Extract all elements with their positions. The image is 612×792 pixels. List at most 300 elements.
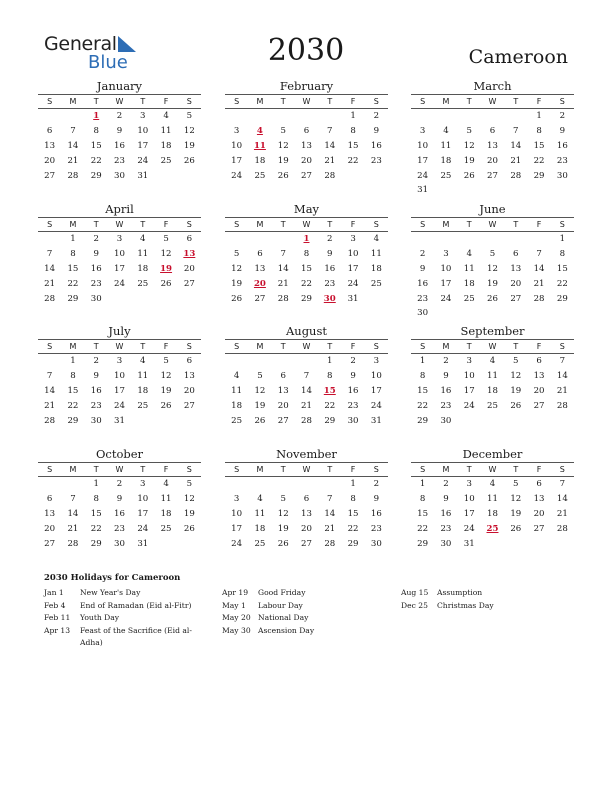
day-cell: 10 [440,263,452,274]
month-name: May [293,202,320,216]
day-cell: 13 [254,263,266,274]
month-name: February [279,79,334,93]
day-cell: 22 [347,523,359,534]
weekday-label: S [373,465,379,474]
weekday-label: T [466,97,472,106]
holiday-date: Apr 13 [44,625,71,635]
day-cell: 23 [417,293,429,304]
weekday-label: T [327,342,333,351]
empty-day-cell [61,477,84,492]
empty-day-cell [38,477,61,492]
day-cell: 16 [324,263,336,274]
holiday-date: Feb 11 [44,613,71,623]
day-cell: 10 [463,370,475,381]
weekday-label: T [280,97,286,106]
weekday-label: T [93,342,99,351]
empty-day-cell [434,109,457,124]
weekday-label: T [513,97,519,106]
day-cell: 10 [114,370,125,381]
day-cell: 30 [347,415,359,426]
day-cell: 11 [137,370,149,381]
day-cell: 7 [70,125,76,136]
day-cell: 6 [280,370,286,381]
day-cell: 10 [137,493,149,504]
weekday-label: S [186,220,192,229]
day-cell: 13 [533,493,545,504]
day-cell: 19 [183,508,195,519]
day-cell: 15 [417,385,429,396]
weekday-label: W [115,220,124,229]
weekday-label: T [513,465,519,474]
day-cell: 16 [114,140,125,151]
day-cell: 22 [556,278,568,289]
holiday-item [222,612,392,625]
day-cell: 14 [277,263,289,274]
day-cell: 29 [90,170,102,181]
weekday-label: T [93,220,99,229]
holiday-item [222,625,392,638]
day-cell: 9 [327,248,333,259]
month-june [411,201,574,321]
day-cell: 4 [257,493,263,504]
day-cell: 28 [324,538,336,549]
empty-day-cell [318,477,341,492]
day-cell: 10 [463,493,475,504]
holiday-item [44,612,214,625]
holiday-name: Feast of the Sacrifice (Eid al-Adha) [80,625,192,648]
weekday-label: S [420,220,426,229]
day-cell: 23 [440,400,452,411]
day-cell: 8 [536,125,542,136]
weekday-label: M [256,465,264,474]
holiday-name: Good Friday [258,588,306,597]
day-cell: 14 [556,370,568,381]
day-cell: 13 [301,140,312,151]
day-cell: 27 [487,170,498,181]
day-cell: 13 [44,508,56,519]
day-grid [411,109,574,198]
day-cell: 3 [233,125,240,136]
day-cell: 14 [533,263,545,274]
day-cell: 29 [324,415,336,426]
day-cell: 13 [301,508,312,519]
holiday-item [222,600,392,613]
day-cell: 12 [160,248,172,259]
day-cell: 18 [487,385,498,396]
weekday-label: F [536,220,542,229]
weekday-header [411,217,574,232]
month-name: August [285,324,327,338]
holiday-day-cell: 25 [486,523,499,534]
day-cell: 9 [443,370,449,381]
day-cell: 27 [301,538,312,549]
day-cell: 2 [327,234,333,244]
weekday-label: S [186,465,192,474]
holiday-name: New Year's Day [80,588,141,597]
weekday-header [38,217,201,232]
day-cell: 13 [487,140,498,151]
day-cell: 9 [93,370,99,381]
day-cell: 27 [277,415,289,426]
day-cell: 10 [417,140,429,151]
month-name: November [276,447,337,461]
day-cell: 4 [163,111,169,121]
day-cell: 20 [183,385,195,396]
day-cell: 22 [90,523,102,534]
holiday-day-cell: 4 [256,125,263,136]
holiday-date: May 20 [222,613,251,623]
day-cell: 22 [417,400,429,411]
weekday-label: T [140,342,146,351]
month-february [225,78,388,183]
day-cell: 2 [373,111,380,121]
weekday-label: F [350,342,356,351]
day-cell: 11 [487,370,498,381]
day-cell: 26 [254,415,266,426]
weekday-label: M [442,465,450,474]
day-cell: 30 [556,170,568,181]
day-cell: 29 [347,538,359,549]
day-cell: 25 [370,278,382,289]
day-cell: 14 [67,508,79,519]
day-grid [411,354,574,428]
day-cell: 5 [513,356,519,366]
day-cell: 6 [257,248,263,259]
day-cell: 26 [160,400,172,411]
day-cell: 28 [301,415,312,426]
day-cell: 10 [370,370,382,381]
day-cell: 28 [44,415,56,426]
day-cell: 17 [114,385,125,396]
empty-day-cell [248,109,271,124]
empty-day-cell [295,354,318,369]
day-cell: 13 [44,140,56,151]
day-cell: 11 [487,493,498,504]
weekday-label: S [47,465,53,474]
day-cell: 5 [280,493,286,504]
day-cell: 30 [114,170,125,181]
day-cell: 12 [231,263,243,274]
holiday-day-cell: 15 [323,385,336,396]
day-cell: 1 [70,356,76,366]
holiday-item [401,600,571,613]
day-cell: 28 [510,170,522,181]
holiday-date: Jan 1 [44,588,64,597]
day-cell: 16 [90,385,102,396]
day-cell: 25 [463,293,475,304]
weekday-label: W [488,220,497,229]
day-cell: 25 [254,170,266,181]
day-cell: 4 [163,479,169,489]
day-cell: 16 [370,508,382,519]
empty-day-cell [248,232,271,247]
day-cell: 11 [440,140,452,151]
weekday-label: S [234,342,240,351]
day-cell: 19 [254,400,266,411]
day-cell: 12 [160,370,172,381]
day-cell: 18 [137,263,149,274]
empty-day-cell [38,232,61,247]
empty-day-cell [504,232,527,247]
day-cell: 31 [137,538,149,549]
day-cell: 22 [324,400,336,411]
month-name: June [479,202,506,216]
day-cell: 21 [324,155,336,166]
day-cell: 23 [347,400,359,411]
day-cell: 22 [417,523,429,534]
day-cell: 16 [440,508,452,519]
month-april [38,201,201,306]
holiday-item [44,625,214,650]
weekday-header [38,339,201,354]
day-cell: 18 [440,155,452,166]
empty-day-cell [504,109,527,124]
day-cell: 21 [510,155,522,166]
day-cell: 25 [160,155,172,166]
day-cell: 2 [373,479,380,489]
weekday-label: S [420,342,426,351]
day-cell: 17 [463,508,475,519]
weekday-label: W [302,220,311,229]
day-cell: 25 [160,523,172,534]
day-cell: 21 [67,155,79,166]
day-cell: 1 [350,111,356,121]
day-cell: 19 [277,155,289,166]
weekday-label: S [47,97,53,106]
day-cell: 10 [347,248,359,259]
day-cell: 11 [370,248,382,259]
day-cell: 31 [417,185,429,196]
day-cell: 12 [463,140,475,151]
day-grid [225,109,388,183]
day-cell: 2 [116,479,123,489]
day-cell: 16 [417,278,429,289]
day-cell: 17 [231,155,243,166]
day-cell: 7 [46,248,53,259]
weekday-label: T [327,220,333,229]
day-cell: 9 [373,125,380,136]
empty-day-cell [481,109,504,124]
day-cell: 24 [231,538,243,549]
day-cell: 19 [231,278,243,289]
day-cell: 23 [114,155,125,166]
day-cell: 7 [513,125,519,136]
day-cell: 27 [44,170,56,181]
day-cell: 7 [327,125,333,136]
day-cell: 26 [231,293,243,304]
day-cell: 6 [303,493,310,504]
day-cell: 6 [186,234,193,244]
weekday-label: T [280,342,286,351]
day-cell: 17 [114,263,125,274]
empty-day-cell [434,232,457,247]
day-cell: 19 [463,155,475,166]
day-cell: 1 [536,111,542,121]
day-cell: 17 [440,278,452,289]
empty-day-cell [458,232,481,247]
day-cell: 21 [67,523,79,534]
weekday-label: W [115,465,124,474]
day-cell: 16 [440,385,452,396]
day-cell: 25 [137,278,149,289]
day-cell: 4 [140,234,146,244]
day-cell: 1 [93,479,99,489]
day-cell: 6 [513,248,519,259]
holiday-date: May 30 [222,625,251,635]
weekday-label: S [559,465,565,474]
day-cell: 2 [116,111,123,121]
day-cell: 25 [231,415,243,426]
month-august [225,323,388,428]
day-cell: 16 [370,140,382,151]
logo-general-text: General [44,33,117,55]
day-grid [38,109,201,183]
day-cell: 26 [487,293,498,304]
weekday-label: F [536,97,542,106]
month-september [411,323,574,428]
day-cell: 6 [46,493,53,504]
month-may [225,201,388,306]
day-cell: 21 [556,385,568,396]
day-cell: 23 [370,155,382,166]
day-cell: 22 [301,278,312,289]
day-cell: 27 [510,293,522,304]
empty-day-cell [411,109,434,124]
day-cell: 29 [67,293,79,304]
weekday-header [225,217,388,232]
day-cell: 5 [280,125,286,136]
day-cell: 15 [67,385,79,396]
empty-day-cell [38,109,61,124]
weekday-label: F [163,465,169,474]
month-november [225,446,388,551]
day-cell: 9 [116,125,123,136]
holiday-date: Feb 4 [44,600,66,610]
day-cell: 5 [257,370,263,381]
holiday-date: Apr 19 [222,588,249,597]
day-cell: 21 [301,400,312,411]
holiday-item [222,587,392,600]
month-name: March [473,79,512,93]
day-cell: 7 [70,493,76,504]
day-grid [225,232,388,306]
day-cell: 1 [70,234,76,244]
day-cell: 17 [463,385,475,396]
day-cell: 11 [137,248,149,259]
day-cell: 3 [419,125,426,136]
day-cell: 8 [303,248,310,259]
weekday-label: T [513,220,519,229]
weekday-label: T [327,465,333,474]
day-cell: 5 [186,479,193,489]
weekday-label: T [466,342,472,351]
weekday-label: T [280,465,286,474]
weekday-label: W [488,342,497,351]
day-cell: 15 [90,508,102,519]
day-cell: 18 [137,385,149,396]
weekday-label: T [513,342,519,351]
day-cell: 5 [466,125,472,136]
holiday-date: Aug 15 [401,588,429,597]
day-cell: 8 [93,125,99,136]
day-cell: 28 [324,170,336,181]
day-cell: 17 [347,263,359,274]
day-cell: 25 [440,170,452,181]
day-cell: 5 [186,111,193,121]
day-cell: 29 [90,538,102,549]
day-cell: 29 [301,293,312,304]
weekday-label: S [234,465,240,474]
day-cell: 15 [67,263,79,274]
day-cell: 4 [489,356,496,366]
holiday-name: Youth Day [80,613,120,623]
day-cell: 20 [487,155,498,166]
day-cell: 6 [186,356,193,366]
day-cell: 6 [46,125,53,136]
day-cell: 12 [277,140,289,151]
empty-day-cell [225,109,248,124]
day-cell: 15 [533,140,545,151]
day-cell: 8 [350,493,356,504]
day-grid [38,354,201,428]
day-cell: 20 [510,278,522,289]
day-cell: 4 [466,248,472,259]
weekday-label: M [442,97,450,106]
weekday-label: M [442,342,450,351]
day-cell: 20 [533,508,545,519]
day-cell: 3 [466,356,472,366]
day-cell: 22 [90,155,102,166]
day-cell: 12 [183,125,195,136]
day-cell: 18 [487,508,498,519]
day-cell: 23 [440,523,452,534]
weekday-header [38,462,201,477]
day-cell: 8 [350,125,356,136]
calendar-year: 2030 [267,33,345,68]
day-cell: 10 [231,140,243,151]
day-cell: 29 [533,170,545,181]
day-cell: 20 [44,155,56,166]
empty-day-cell [295,477,318,492]
weekday-label: F [536,465,542,474]
day-cell: 6 [536,356,542,366]
day-cell: 19 [277,523,289,534]
holiday-day-cell: 13 [183,248,196,259]
day-cell: 19 [510,385,522,396]
day-cell: 25 [487,400,498,411]
day-cell: 27 [254,293,266,304]
weekday-label: M [69,342,77,351]
day-cell: 27 [183,278,195,289]
day-cell: 5 [163,234,169,244]
holiday-day-cell: 11 [253,140,266,151]
day-cell: 8 [559,248,566,259]
day-cell: 23 [90,278,102,289]
month-name: April [105,202,134,216]
day-cell: 10 [231,508,243,519]
day-cell: 2 [419,248,426,259]
day-cell: 15 [347,140,359,151]
day-cell: 13 [533,370,545,381]
weekday-label: M [69,465,77,474]
weekday-label: T [140,465,146,474]
day-cell: 15 [417,508,429,519]
day-cell: 3 [140,111,146,121]
day-cell: 7 [559,479,566,489]
day-cell: 20 [533,385,545,396]
day-cell: 2 [93,356,99,366]
day-cell: 19 [160,385,172,396]
